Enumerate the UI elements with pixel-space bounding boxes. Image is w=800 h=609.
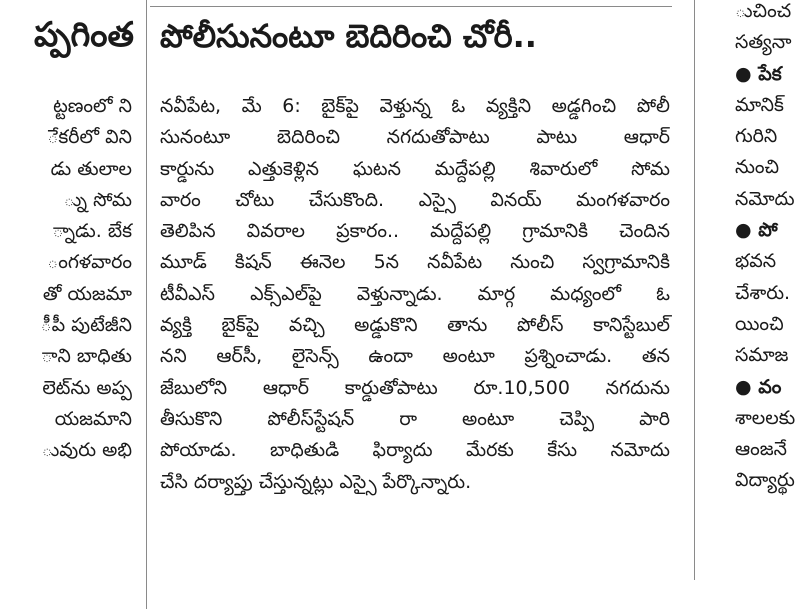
line-text: సత్యనా	[735, 31, 792, 54]
column-divider-left	[146, 0, 147, 609]
text-line	[735, 278, 795, 309]
text-line	[735, 340, 795, 371]
text-line: నవీపేట, మే 6: బైక్‌పై వెళ్తున్న ఓ వ్యక్తిని అడ్డగించి పోలీ	[160, 95, 670, 117]
article-body	[160, 91, 670, 498]
bullet-icon: ●	[735, 62, 759, 85]
left-body-text	[41, 91, 132, 467]
line-text: పో	[758, 219, 778, 242]
text-line	[735, 465, 795, 496]
right-body-text	[735, 0, 795, 497]
left-article-fragment	[0, 0, 140, 609]
text-line	[735, 184, 795, 215]
text-line: తీసుకొని పోలీస్‌స్టేషన్ రా అంటూ చెప్పి పారి	[160, 407, 670, 430]
text-line	[735, 59, 795, 90]
text-line: వారం చోటు చేసుకొంది. ఎస్సై వినయ్ మంగళవారం	[160, 188, 670, 211]
text-line: పోయాడు. బాధితుడి ఫిర్యాదు మేరకు కేసు నమోదు	[160, 439, 670, 462]
text-line	[735, 434, 795, 465]
text-line: సునంటూ బెదిరించి నగదుతోపాటు పాటు ఆధార్	[160, 126, 670, 149]
text-line: కార్డును ఎత్తుకెళ్లిన ఘటన మద్దేపల్లి శివారులో సోమ	[160, 157, 670, 180]
text-line: ేకరీలో విని	[47, 126, 132, 149]
text-line	[735, 27, 795, 58]
text-line: చేసి దర్యాప్తు చేస్తున్నట్లు ఎస్సై పేర్కొన్నారు.	[160, 470, 472, 493]
text-line	[735, 246, 795, 277]
text-line: నని ఆర్‌సీ, లైసెన్స్ ఉందా అంటూ ప్రశ్నించాడు. తన	[160, 345, 670, 368]
text-line: మూడ్ కిషన్ ఈనెల 5న నవీపేట నుంచి స్వగ్రామానికి	[160, 251, 670, 274]
line-text: మానిక్	[735, 93, 784, 116]
text-line	[735, 121, 795, 152]
text-line: ట్టణంలో ని	[53, 95, 132, 117]
text-line: యజమాని	[54, 407, 132, 430]
text-line: ్నాడు. బేక	[52, 220, 132, 243]
text-line: ీపీ పుటేజీని	[40, 314, 132, 337]
text-line: టీవీఎస్ ఎక్స్‌ఎల్‌పై వెళ్తున్నాడు. మార్గ మధ్యంలో ఓ	[160, 282, 670, 305]
text-line: జేబులోని ఆధార్ కార్డుతోపాటు రూ.10,500 నగదును	[160, 376, 670, 399]
left-headline: ప్పగింత	[34, 15, 134, 55]
text-line: వ్యక్తి బైక్‌పై వచ్చి అడ్డుకొని తాను పోలీస్ కానిస్టేబుల్	[160, 314, 670, 337]
column-divider-right	[694, 0, 695, 580]
text-line	[735, 152, 795, 183]
text-line: ువురు అభి	[41, 439, 132, 462]
text-line: తో యజమా	[42, 282, 132, 305]
text-line	[735, 215, 795, 246]
line-text: భవన	[735, 250, 777, 273]
line-text: పేక	[758, 62, 782, 85]
main-article	[158, 0, 678, 609]
right-article-fragment	[705, 0, 800, 609]
line-text: ుచించ	[735, 0, 792, 22]
line-text: గురిని	[735, 125, 778, 148]
line-text: విద్యార్థు	[735, 469, 795, 492]
line-text: నమోదు	[735, 187, 795, 210]
text-line	[735, 372, 795, 403]
text-line	[735, 309, 795, 340]
bullet-icon: ●	[735, 219, 759, 242]
text-line: తెలిపిన వివరాల ప్రకారం.. మద్దేపల్లి గ్రామానికి చెందిన	[160, 220, 670, 243]
text-line: లెట్‌ను అప్ప	[42, 376, 132, 399]
line-text: వం	[758, 375, 782, 398]
text-line: ాని బాధితు	[41, 345, 132, 368]
text-line	[735, 403, 795, 434]
line-text: చేశారు.	[735, 281, 791, 304]
text-line: ంగళవారం	[47, 251, 132, 274]
text-line: డు తులాల	[50, 157, 132, 180]
article-headline: పోలీసునంటూ బెదిరించి చోరీ..	[160, 17, 537, 55]
bullet-icon: ●	[735, 375, 759, 398]
line-text: సమాజ	[735, 344, 789, 367]
line-text: ఆంజనే	[735, 438, 788, 461]
line-text: శాలలకు	[735, 406, 796, 429]
text-line	[735, 0, 795, 27]
line-text: నుంచి	[735, 156, 780, 179]
text-line	[735, 90, 795, 121]
text-line: ్ను సోమ	[63, 188, 132, 211]
line-text: యించి	[735, 312, 784, 335]
